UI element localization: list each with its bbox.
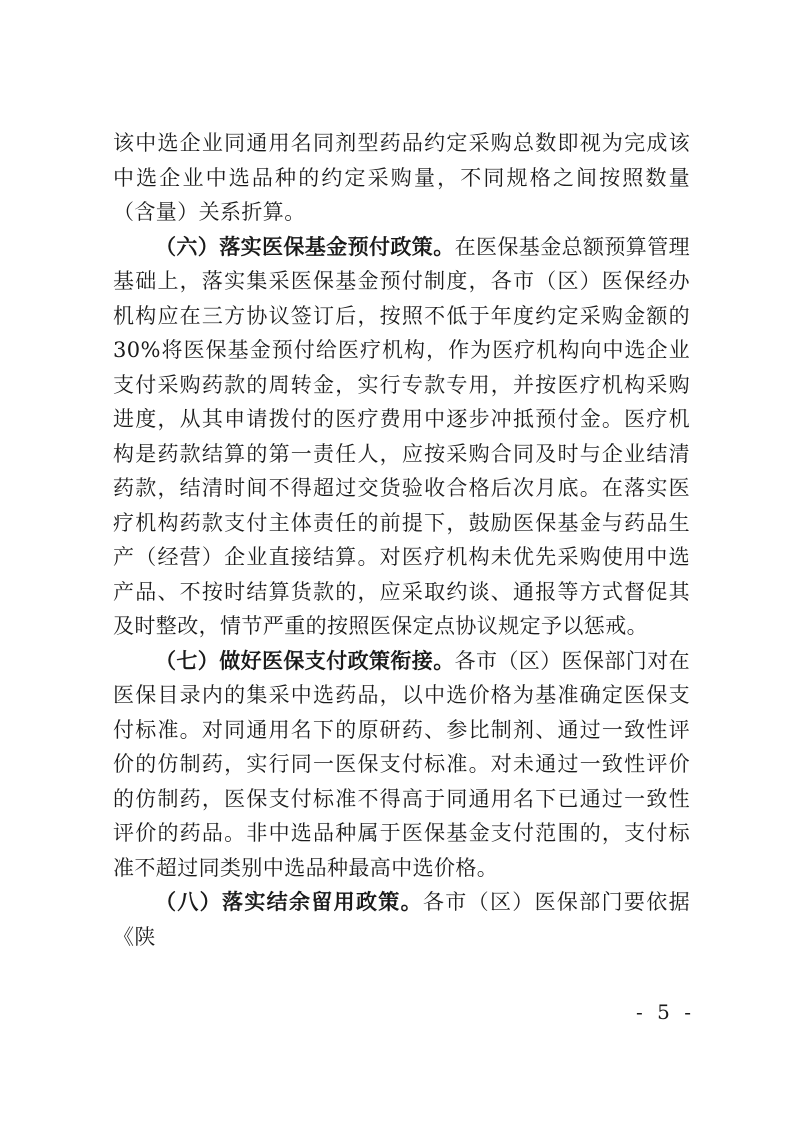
paragraph-section-8	[113, 885, 690, 954]
paragraph-body: 在医保基金总额预算管理基础上，落实集采医保基金预付制度，各市（区）医保经办机构应在三方协议签订后，按照不低于年度约定采购金额的 30%将医保基金预付给医疗机构，作为医疗机构向中选企业支付采购药款的周转金，实行专款专用，并按医疗机构采购进度，从其申请拨付的医疗费用中逐步冲抵预付金。医疗机构是药款结算的第一责任人，应按采购合同及时与企业结清药款，结清时间不得超过交货验收合格后次月底。在落实医疗机构药款支付主体责任的前提下，鼓励医保基金与药品生产（经营）企业直接结算。对医疗机构未优先采购使用中选产品、不按时结算货款的，应采取约谈、通报等方式督促其及时整改，情节严重的按照医保定点协议规定予以惩戒。	[113, 234, 691, 638]
page-number: - 5 -	[636, 1000, 695, 1024]
section-heading: （七）做好医保支付政策衔接。	[155, 647, 455, 673]
section-heading: （六）落实医保基金预付政策。	[155, 233, 455, 259]
paragraph-section-7	[113, 644, 690, 886]
paragraph-section-6	[113, 230, 690, 644]
paragraph-continuation	[113, 126, 690, 230]
section-heading: （八）落实结余留用政策。	[155, 889, 423, 914]
paragraph-body: 各市（区）医保部门对在医保目录内的集采中选药品，以中选价格为基准确定医保支付标准。对同通用名下的原研药、参比制剂、通过一致性评价的仿制药，实行同一医保支付标准。对未通过一致性评价的仿制药，医保支付标准不得高于同通用名下已通过一致性评价的药品。非中选品种属于医保基金支付范围的，支付标准不超过同类别中选品种最高中选价格。	[113, 648, 691, 880]
document-page	[113, 126, 690, 954]
paragraph-body: 各市（区）医保部门要依据《陕	[113, 890, 690, 949]
paragraph-body: 该中选企业同通用名同剂型药品约定采购总数即视为完成该中选企业中选品种的约定采购量，不同规格之间按照数量（含量）关系折算。	[113, 131, 690, 224]
